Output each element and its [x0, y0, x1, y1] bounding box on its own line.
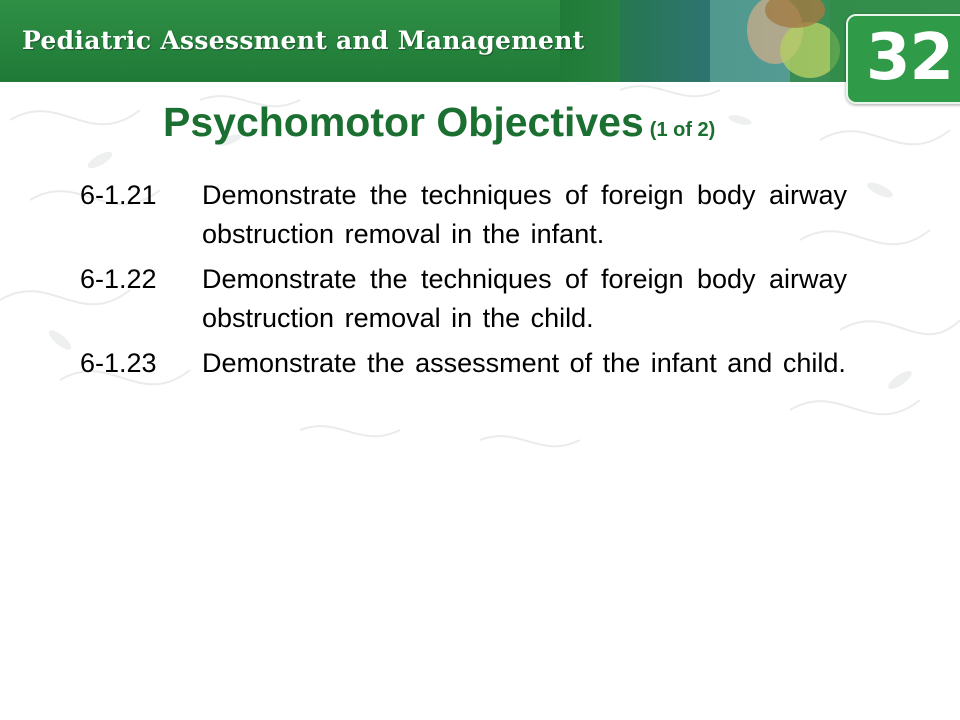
objectives-list: [80, 176, 860, 389]
objective-code: 6-1.21: [80, 180, 157, 210]
objective-text: Demonstrate the techniques of foreign body airway obstruction removal in the child.: [202, 264, 847, 333]
chapter-badge: [846, 14, 960, 104]
slide-title-text: Psychomotor Objectives: [163, 99, 644, 145]
objective-text: Demonstrate the techniques of foreign body airway obstruction removal in the infant.: [202, 180, 847, 249]
objective-item: [80, 344, 860, 383]
header-band: [0, 0, 960, 82]
course-title: Pediatric Assessment and Management: [22, 26, 585, 55]
objective-code: 6-1.22: [80, 264, 157, 294]
slide-page-count: (1 of 2): [649, 119, 716, 141]
objective-item: [80, 176, 860, 254]
chapter-number: 32: [866, 21, 954, 95]
objective-item: [80, 260, 860, 338]
objective-code: 6-1.23: [80, 348, 157, 378]
slide-title: [163, 94, 715, 158]
objective-text: Demonstrate the assessment of the infant and child.: [202, 348, 846, 378]
